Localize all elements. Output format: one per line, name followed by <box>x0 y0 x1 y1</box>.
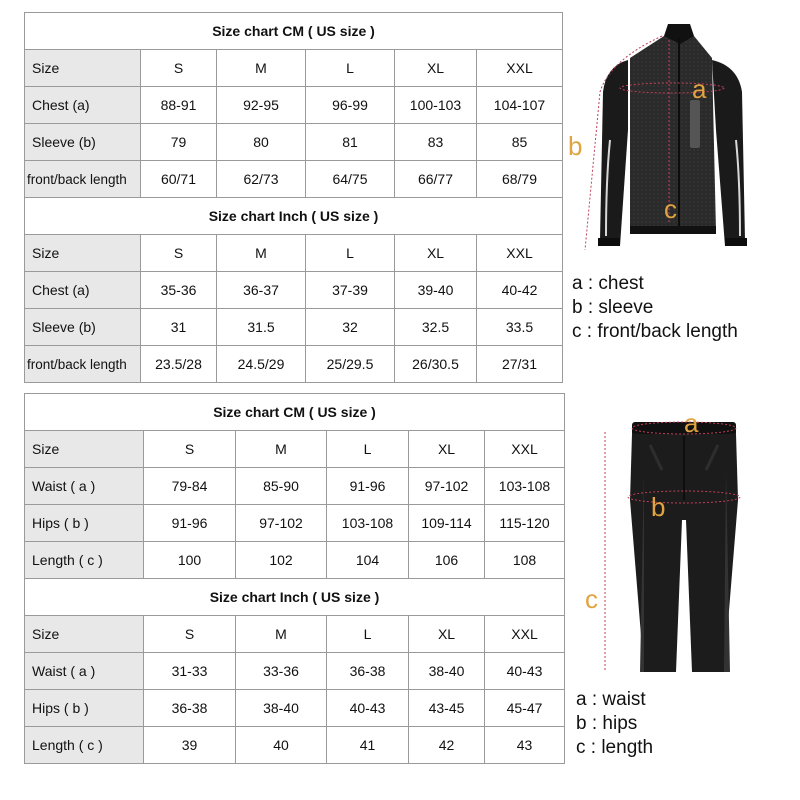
legend-length: c : length <box>576 737 654 758</box>
cell: 91-96 <box>144 505 236 542</box>
row-label: Waist ( a ) <box>25 653 144 690</box>
cell: 81 <box>306 124 395 161</box>
cell: 106 <box>409 542 485 579</box>
legend-length: c : front/back length <box>572 321 738 342</box>
cell: 96-99 <box>306 87 395 124</box>
cell: 80 <box>217 124 306 161</box>
cell: 102 <box>236 542 327 579</box>
cell: 85-90 <box>236 468 327 505</box>
cell: 33.5 <box>477 309 563 346</box>
cell: 109-114 <box>409 505 485 542</box>
cell: 40-42 <box>477 272 563 309</box>
cell: 31.5 <box>217 309 306 346</box>
cell: L <box>327 431 409 468</box>
cell: 25/29.5 <box>306 346 395 383</box>
cell: L <box>306 235 395 272</box>
jacket-mark-b: b <box>568 131 583 161</box>
cell: 97-102 <box>409 468 485 505</box>
cell: 103-108 <box>327 505 409 542</box>
legend-waist: a : waist <box>576 689 646 710</box>
cell: 40-43 <box>485 653 565 690</box>
cell: 39 <box>144 727 236 764</box>
legend-chest: a : chest <box>572 273 644 294</box>
cell: 36-38 <box>327 653 409 690</box>
cell: M <box>217 235 306 272</box>
cell: 24.5/29 <box>217 346 306 383</box>
row-label: Size <box>25 50 141 87</box>
cell: 43-45 <box>409 690 485 727</box>
cell: 60/71 <box>141 161 217 198</box>
cell: 23.5/28 <box>141 346 217 383</box>
pants-illustration <box>630 422 738 672</box>
row-label: front/back length <box>25 346 141 383</box>
cell: 100 <box>144 542 236 579</box>
cell: 92-95 <box>217 87 306 124</box>
cell: S <box>141 50 217 87</box>
row-label: Length ( c ) <box>25 542 144 579</box>
cell: 104-107 <box>477 87 563 124</box>
pants-mark-a: a <box>684 408 699 438</box>
cell: S <box>144 616 236 653</box>
cell: 32 <box>306 309 395 346</box>
cell: 39-40 <box>395 272 477 309</box>
cell: 36-38 <box>144 690 236 727</box>
row-label: Chest (a) <box>25 87 141 124</box>
cell: M <box>217 50 306 87</box>
row-label: Sleeve (b) <box>25 124 141 161</box>
cell: XXL <box>477 50 563 87</box>
pants-cm-title: Size chart CM ( US size ) <box>25 394 565 431</box>
cell: 33-36 <box>236 653 327 690</box>
cell: XXL <box>485 616 565 653</box>
cell: 88-91 <box>141 87 217 124</box>
cell: 108 <box>485 542 565 579</box>
cell: 37-39 <box>306 272 395 309</box>
cell: M <box>236 431 327 468</box>
cell: S <box>141 235 217 272</box>
cell: XL <box>409 616 485 653</box>
row-label: Sleeve (b) <box>25 309 141 346</box>
cell: XL <box>409 431 485 468</box>
cell: L <box>327 616 409 653</box>
legend-hips: b : hips <box>576 713 638 734</box>
cell: XL <box>395 235 477 272</box>
cell: M <box>236 616 327 653</box>
cell: 68/79 <box>477 161 563 198</box>
cell: 36-37 <box>217 272 306 309</box>
pants-mark-b: b <box>651 492 666 522</box>
cell: XXL <box>485 431 565 468</box>
cell: 104 <box>327 542 409 579</box>
jacket-cm-title: Size chart CM ( US size ) <box>25 13 563 50</box>
cell: 43 <box>485 727 565 764</box>
cell: 40 <box>236 727 327 764</box>
cell: 62/73 <box>217 161 306 198</box>
cell: 100-103 <box>395 87 477 124</box>
cell: XL <box>395 50 477 87</box>
row-label: Size <box>25 235 141 272</box>
cell: 40-43 <box>327 690 409 727</box>
cell: 115-120 <box>485 505 565 542</box>
cell: 31 <box>141 309 217 346</box>
cell: 91-96 <box>327 468 409 505</box>
cell: 103-108 <box>485 468 565 505</box>
cell: 38-40 <box>236 690 327 727</box>
cell: 45-47 <box>485 690 565 727</box>
cell: 97-102 <box>236 505 327 542</box>
cell: 42 <box>409 727 485 764</box>
cell: 31-33 <box>144 653 236 690</box>
pants-inch-title: Size chart Inch ( US size ) <box>25 579 565 616</box>
cell: 83 <box>395 124 477 161</box>
row-label: Size <box>25 616 144 653</box>
row-label: Length ( c ) <box>25 727 144 764</box>
cell: 79-84 <box>144 468 236 505</box>
cell: 41 <box>327 727 409 764</box>
cell: 32.5 <box>395 309 477 346</box>
cell: 35-36 <box>141 272 217 309</box>
row-label: Hips ( b ) <box>25 690 144 727</box>
cell: 27/31 <box>477 346 563 383</box>
jacket-inch-title: Size chart Inch ( US size ) <box>25 198 563 235</box>
pants-legend <box>576 688 653 760</box>
pants-mark-c: c <box>585 584 598 614</box>
legend-sleeve: b : sleeve <box>572 297 654 318</box>
row-label: Chest (a) <box>25 272 141 309</box>
cell: S <box>144 431 236 468</box>
cell: L <box>306 50 395 87</box>
row-label: Waist ( a ) <box>25 468 144 505</box>
jacket-mark-c: c <box>664 194 677 224</box>
jacket-mark-a: a <box>692 74 707 104</box>
row-label: Hips ( b ) <box>25 505 144 542</box>
cell: 85 <box>477 124 563 161</box>
row-label: front/back length <box>25 161 141 198</box>
cell: XXL <box>477 235 563 272</box>
cell: 38-40 <box>409 653 485 690</box>
row-label: Size <box>25 431 144 468</box>
cell: 66/77 <box>395 161 477 198</box>
cell: 79 <box>141 124 217 161</box>
cell: 26/30.5 <box>395 346 477 383</box>
cell: 64/75 <box>306 161 395 198</box>
